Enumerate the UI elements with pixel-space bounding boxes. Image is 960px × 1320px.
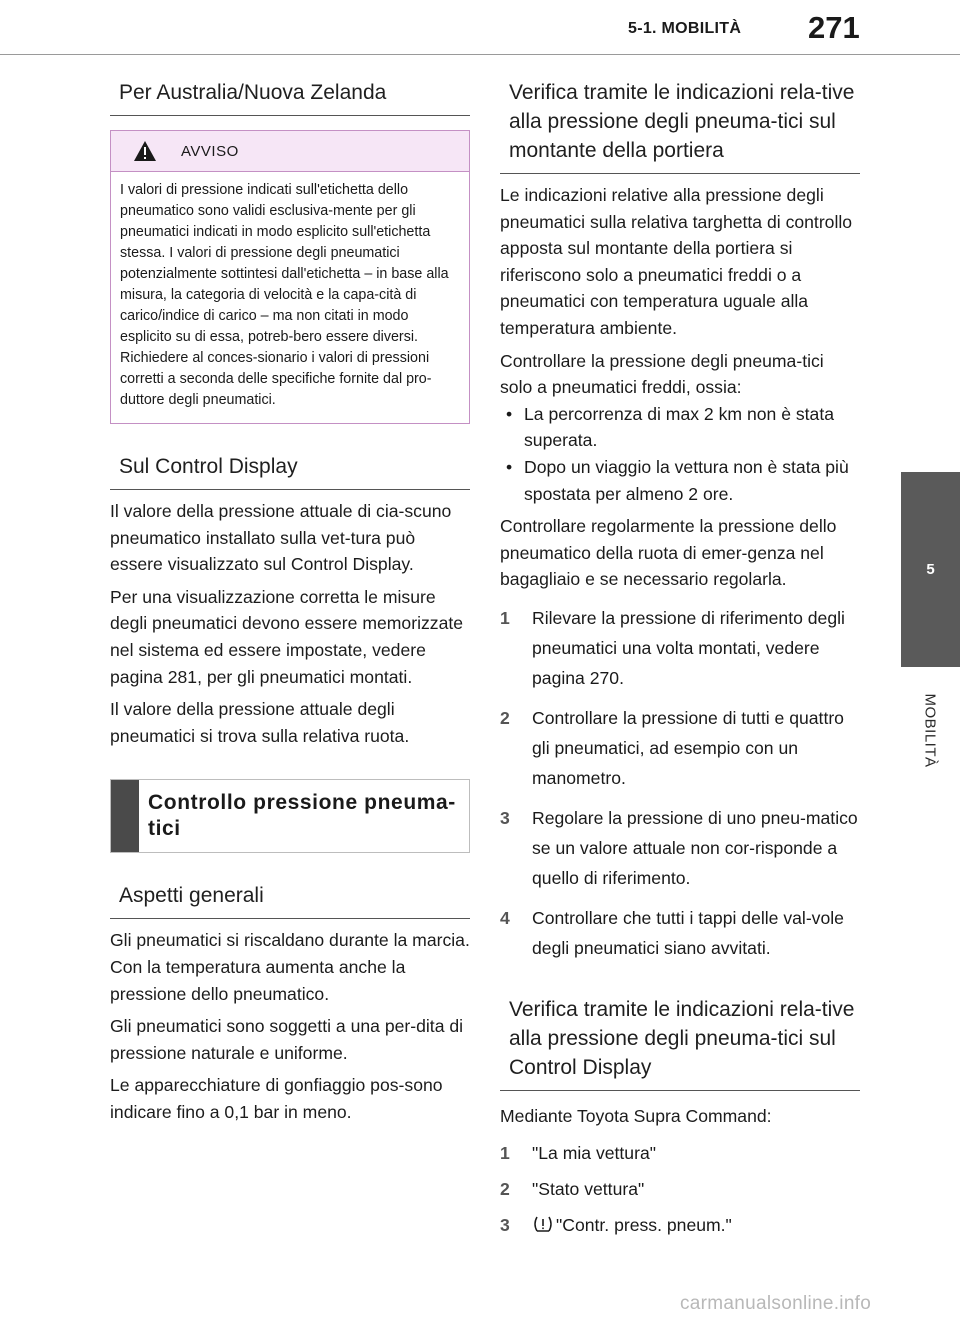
pillar-heading: Verifica tramite le indicazioni rela-tive alla pressione degli pneuma-tici sul montante della portiera	[500, 70, 860, 174]
paragraph: Le apparecchiature di gonfiaggio pos-sono indicare fino a 0,1 bar in meno.	[110, 1075, 443, 1122]
step-text: Rilevare la pressione di riferimento degli pneumatici una volta montati, vedere pagina 270.	[532, 607, 845, 688]
bullet-item: • La percorrenza di max 2 km non è stata superata.	[500, 401, 860, 454]
paragraph: Le indicazioni relative alla pressione degli pneumatici sulla relativa targhetta di controllo apposta sul montante della portiera si riferiscono solo a pneumatici freddi o a pneumatici con temperatura uguale alla temperatura ambiente.	[500, 185, 853, 338]
paragraph: Controllare regolarmente la pressione dello pneumatico della ruota di emer-genza nel bagagliaio e se necessario regolarla.	[500, 516, 837, 590]
command-step	[500, 1140, 860, 1166]
main-heading: Controllo pressione pneuma-tici	[148, 791, 456, 841]
step-text: "La mia vettura"	[532, 1142, 656, 1163]
chapter-number: 5	[926, 561, 935, 578]
watermark: carmanualsonline.info	[680, 1293, 872, 1314]
step-text: Regolare la pressione di uno pneu-matico se un valore attuale non cor-risponde a quello di riferimento.	[532, 807, 858, 888]
general-heading: Aspetti generali	[110, 873, 470, 919]
paragraph: Gli pneumatici si riscaldano durante la marcia. Con la temperatura aumenta anche la pressione dello pneumatico.	[110, 930, 470, 1004]
tire-pressure-warning-icon	[532, 1215, 554, 1233]
warning-triangle-icon	[133, 140, 157, 162]
step-text: "Contr. press. pneum."	[556, 1214, 732, 1235]
control-display-heading: Sul Control Display	[110, 444, 470, 490]
command-step	[500, 1212, 860, 1238]
paragraph: Gli pneumatici sono soggetti a una per-dita di pressione naturale e uniforme.	[110, 1016, 464, 1063]
australia-heading: Per Australia/Nuova Zelanda	[110, 70, 470, 116]
command-step	[500, 1176, 860, 1202]
step-text-with-icon	[532, 1212, 860, 1238]
step-item	[500, 603, 860, 693]
header-divider	[0, 54, 960, 55]
general-body	[110, 927, 470, 1125]
right-column	[500, 70, 860, 1238]
warning-box	[110, 130, 470, 424]
paragraph: Il valore della pressione attuale degli pneumatici si trova sulla relativa ruota.	[110, 699, 410, 746]
main-heading-box	[110, 779, 470, 853]
chapter-tab	[901, 472, 960, 667]
step-item	[500, 703, 860, 793]
step-list	[500, 603, 860, 963]
step-text: "Stato vettura"	[532, 1178, 645, 1199]
page-number: 271	[808, 10, 860, 45]
warning-header	[111, 131, 469, 171]
paragraph: Per una visualizzazione corretta le misure degli pneumatici devono essere memorizzate nel sistema ed essere impostate, vedere pagina 281, per gli pneumatici montati.	[110, 586, 464, 687]
bullet-list	[500, 401, 860, 507]
step-text: Controllare la pressione di tutti e quattro gli pneumatici, ad esempio con un manometro.	[532, 707, 844, 788]
warning-label: AVVISO	[181, 142, 239, 160]
step-number: 4	[500, 907, 510, 928]
step-number: 1	[500, 1142, 510, 1163]
chapter-label-text: MOBILITÀ	[921, 692, 939, 768]
step-item	[500, 903, 860, 963]
section-title: 5-1. MOBILITÀ	[628, 20, 742, 37]
display-heading: Verifica tramite le indicazioni rela-tive alla pressione degli pneuma-tici sul Control Display	[500, 987, 860, 1091]
step-item	[500, 803, 860, 893]
pillar-body	[500, 182, 860, 593]
step-number: 2	[500, 1178, 510, 1199]
heading-marker-bar	[111, 780, 139, 852]
warning-text: I valori di pressione indicati sull'etichetta dello pneumatico sono validi esclusiva-mente per gli pneumatici indicati in modo esplicito sull'etichetta stessa. I valori di pressione degli pneumatici potenzialmente sottintesi dall'etichetta – in base alla misura, la categoria di velocità e la capa-cità di carico/indice di carico – ma non citati in modo esplicito su di essa, potreb-bero essere diversi. Richiedere al conces-sionario i valori di pressioni corretti a seconda delle specifiche fornite dal pro-duttore degli pneumatici.	[111, 171, 469, 423]
control-display-body	[110, 498, 470, 749]
command-step-list	[500, 1140, 860, 1238]
chapter-label	[910, 680, 950, 780]
step-number: 2	[500, 707, 510, 728]
command-intro: Mediante Toyota Supra Command:	[500, 1105, 772, 1126]
step-number: 3	[500, 807, 510, 828]
step-number: 3	[500, 1214, 510, 1235]
bullet-item: • Dopo un viaggio la vettura non è stata più spostata per almeno 2 ore.	[500, 454, 860, 507]
step-text: Controllare che tutti i tappi delle val-vole degli pneumatici siano avvitati.	[532, 907, 844, 958]
left-column	[110, 70, 470, 1126]
paragraph: Il valore della pressione attuale di cia-scuno pneumatico installato sulla vet-tura può essere visualizzato sul Control Display.	[110, 501, 452, 575]
paragraph: Controllare la pressione degli pneuma-tici solo a pneumatici freddi, ossia:	[500, 350, 824, 398]
step-number: 1	[500, 607, 510, 628]
